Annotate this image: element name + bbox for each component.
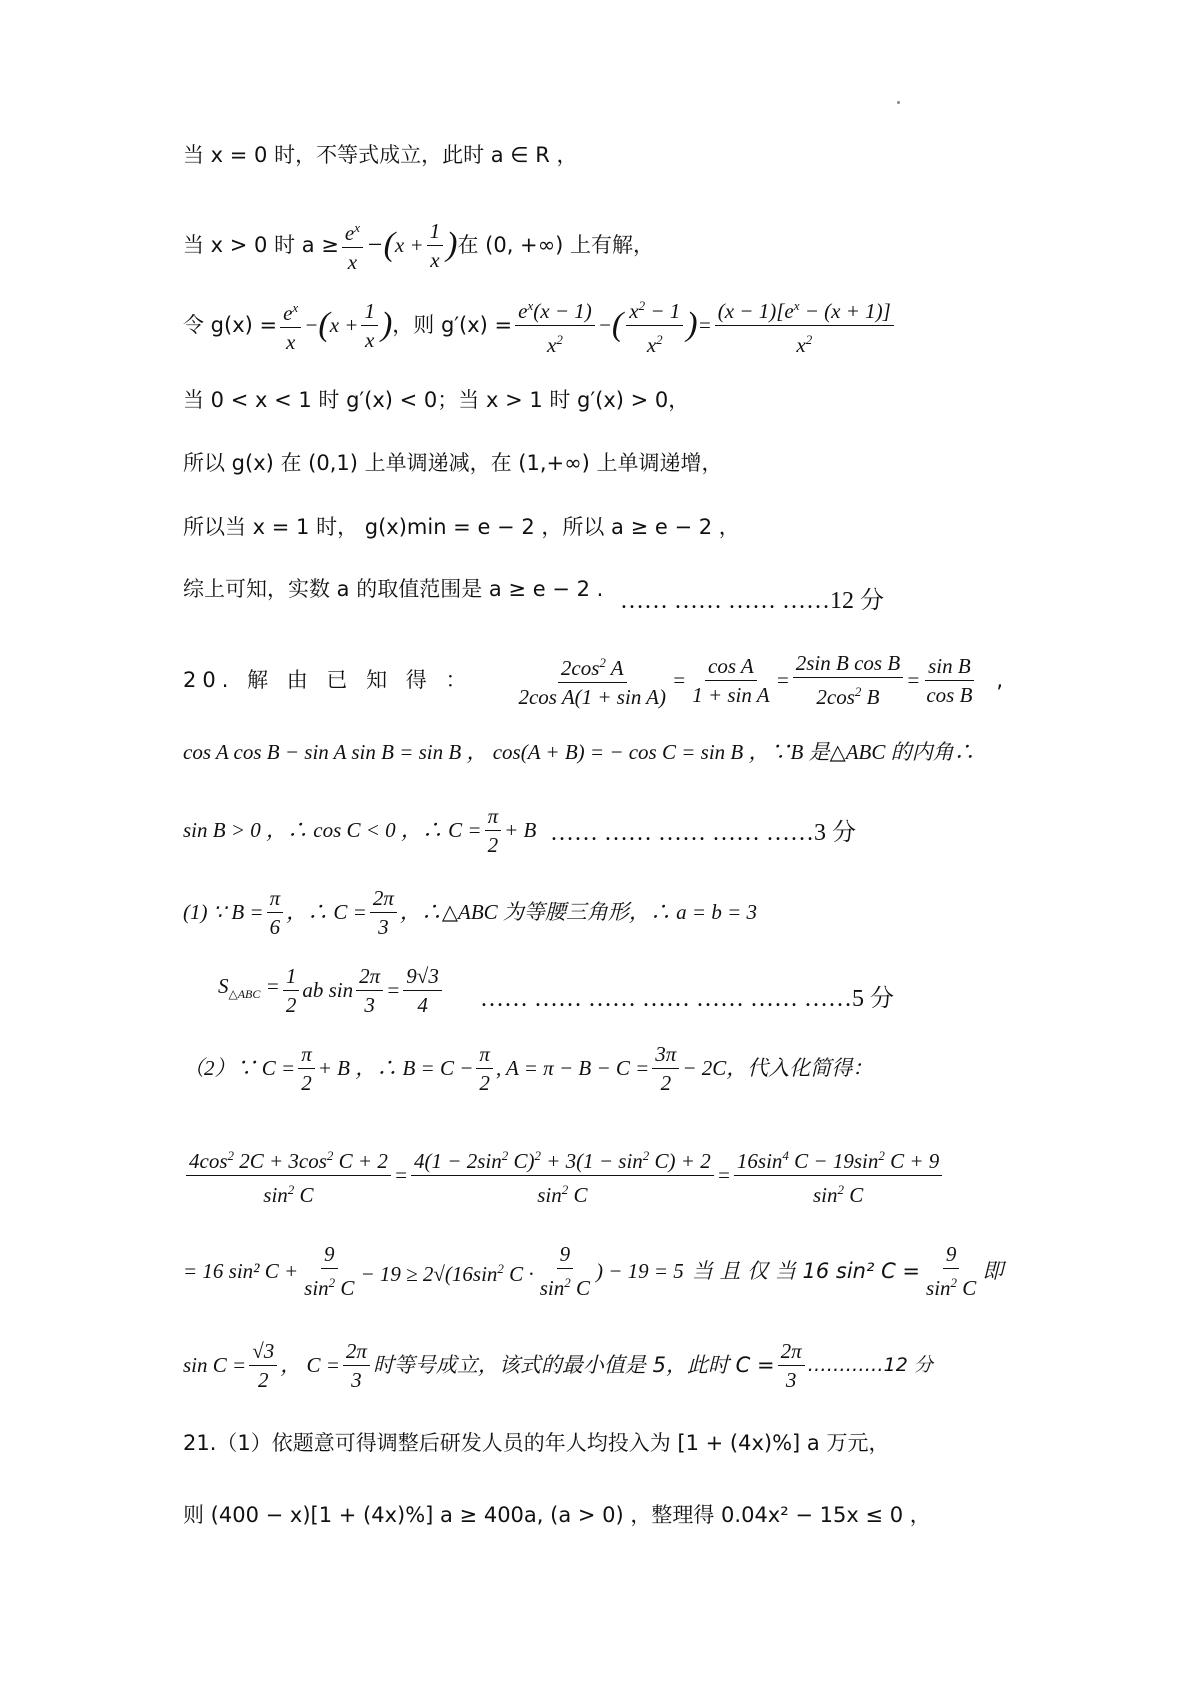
problem-21-part-1: 21.（1）依题意可得调整后研发人员的年人均投入为 [1 + (4x)%] a 万元， <box>183 1431 890 1455</box>
area-formula: $S_{\triangle ABC}$ = $\frac{1}{2}$ ab sin $\frac{2\pi}{3}$ = $\frac{9√3}{4}$ <box>218 950 1200 1030</box>
line-2: 当 x > 0 时 a ≥ $\frac{e^x}{x}$ − ( x + $\frac{1}{x}$ ) 在 (0, +∞) 上有解， <box>183 210 1200 280</box>
problem-21-inequality: 则 (400 − x)[1 + (4x)%] a ≥ 400a, (a > 0) ，整理得 0.04x² − 15x ≤ 0 ， <box>183 1503 931 1527</box>
problem-20-intro: 20. 解 由 已 知 得 ： $\frac{2\cos^2 A}{\text{2cos A(1 + sin A)}}$ = $\frac{\text{cos A}}{\text{1 + sin A}}$ = $\frac{\text{2sin B cos B}}{2\cos^2 B}$ = $\frac{\text{sin B}}{\text{cos B}}$ , <box>183 651 1004 709</box>
line-1: 当 x = 0 时，不等式成立，此时 a ∈ R ， <box>183 143 578 167</box>
conclusion-line: sin C = $\frac{√3}{2}$ ， C = $\frac{2\pi}{3}$ 时等号成立，该式的最小值是 5，此时 C = $\frac{2\pi}{3}$ …………12 分 <box>183 1338 933 1392</box>
line-6: 所以当 x = 1 时， g(x)min = e − 2 ，所以 a ≥ e − 2 ， <box>183 515 740 539</box>
line-4: 当 0 < x < 1 时 g′(x) < 0；当 x > 1 时 g′(x) > 0， <box>183 388 690 412</box>
simplify-line: $\frac{4\cos^2 2C + 3\cos^2 C + 2}{\sin^2 C}$ = $\frac{4(1 - 2\sin^2 C)^2 + 3(1 - \sin^2 C) + 2}{\sin^2 C}$ = $\frac{16\sin^4 C - 19\sin^2 C + 9}{\sin^2 C}$ <box>183 1138 1200 1212</box>
line-9: cos A cos B − sin A sin B = sin B ， cos(A + B) = − cos C = sin B ，∵B 是△ABC 的内角∴ <box>183 740 975 764</box>
line-5: 所以 g(x) 在 (0,1) 上单调递减，在 (1,+∞) 上单调递增， <box>183 451 723 475</box>
line-3: 令 g(x) = $\frac{e^x}{x}$ − ( x + $\frac{1}{x}$ ) ，则 g′(x) = $\frac{e^x(x - 1)}{x^2}$ − ( $\frac{x^2 - 1}{x^2}$ ) = $\frac{(x - 1)[e^x - (x + 1)]}{x^2}$ <box>183 288 1200 362</box>
part-1: (1) ∵ B = $\frac{\pi}{6}$ ，∴ C = $\frac{2\pi}{3}$ ，∴△ABC 为等腰三角形，∴ a = b = 3 <box>183 885 758 939</box>
score-5: …… …… …… …… …… …… ……5 分 <box>480 986 894 1012</box>
line-10: sin B > 0 ，∴ cos C < 0 ，∴ C = $\frac{\pi}{2}$ + B <box>183 803 537 857</box>
part-2: （2）∵ C = $\frac{\pi}{2}$ + B ，∴ B = C − $\frac{\pi}{2}$ , A = π − B − C = $\frac{3\pi}{2}$ − 2C ，代入化简得： <box>183 1041 874 1095</box>
score-3: …… …… …… …… ……3 分 <box>550 820 856 846</box>
speck <box>897 101 900 104</box>
score-12-a: …… …… …… ……12 分 <box>620 588 884 614</box>
line-7: 综上可知，实数 a 的取值范围是 a ≥ e − 2 . <box>183 577 604 601</box>
inequality-line: = 16 sin² C + $\frac{9}{\sin^2 C}$ − $19 \ge 2√(16\sin^2$ C · $\frac{9}{\sin^2 C}$ ) − 19 = 5 当 且 仅 当 16 sin² C = $\frac{9}{\sin^2 C}$ 即 <box>183 1242 1004 1300</box>
